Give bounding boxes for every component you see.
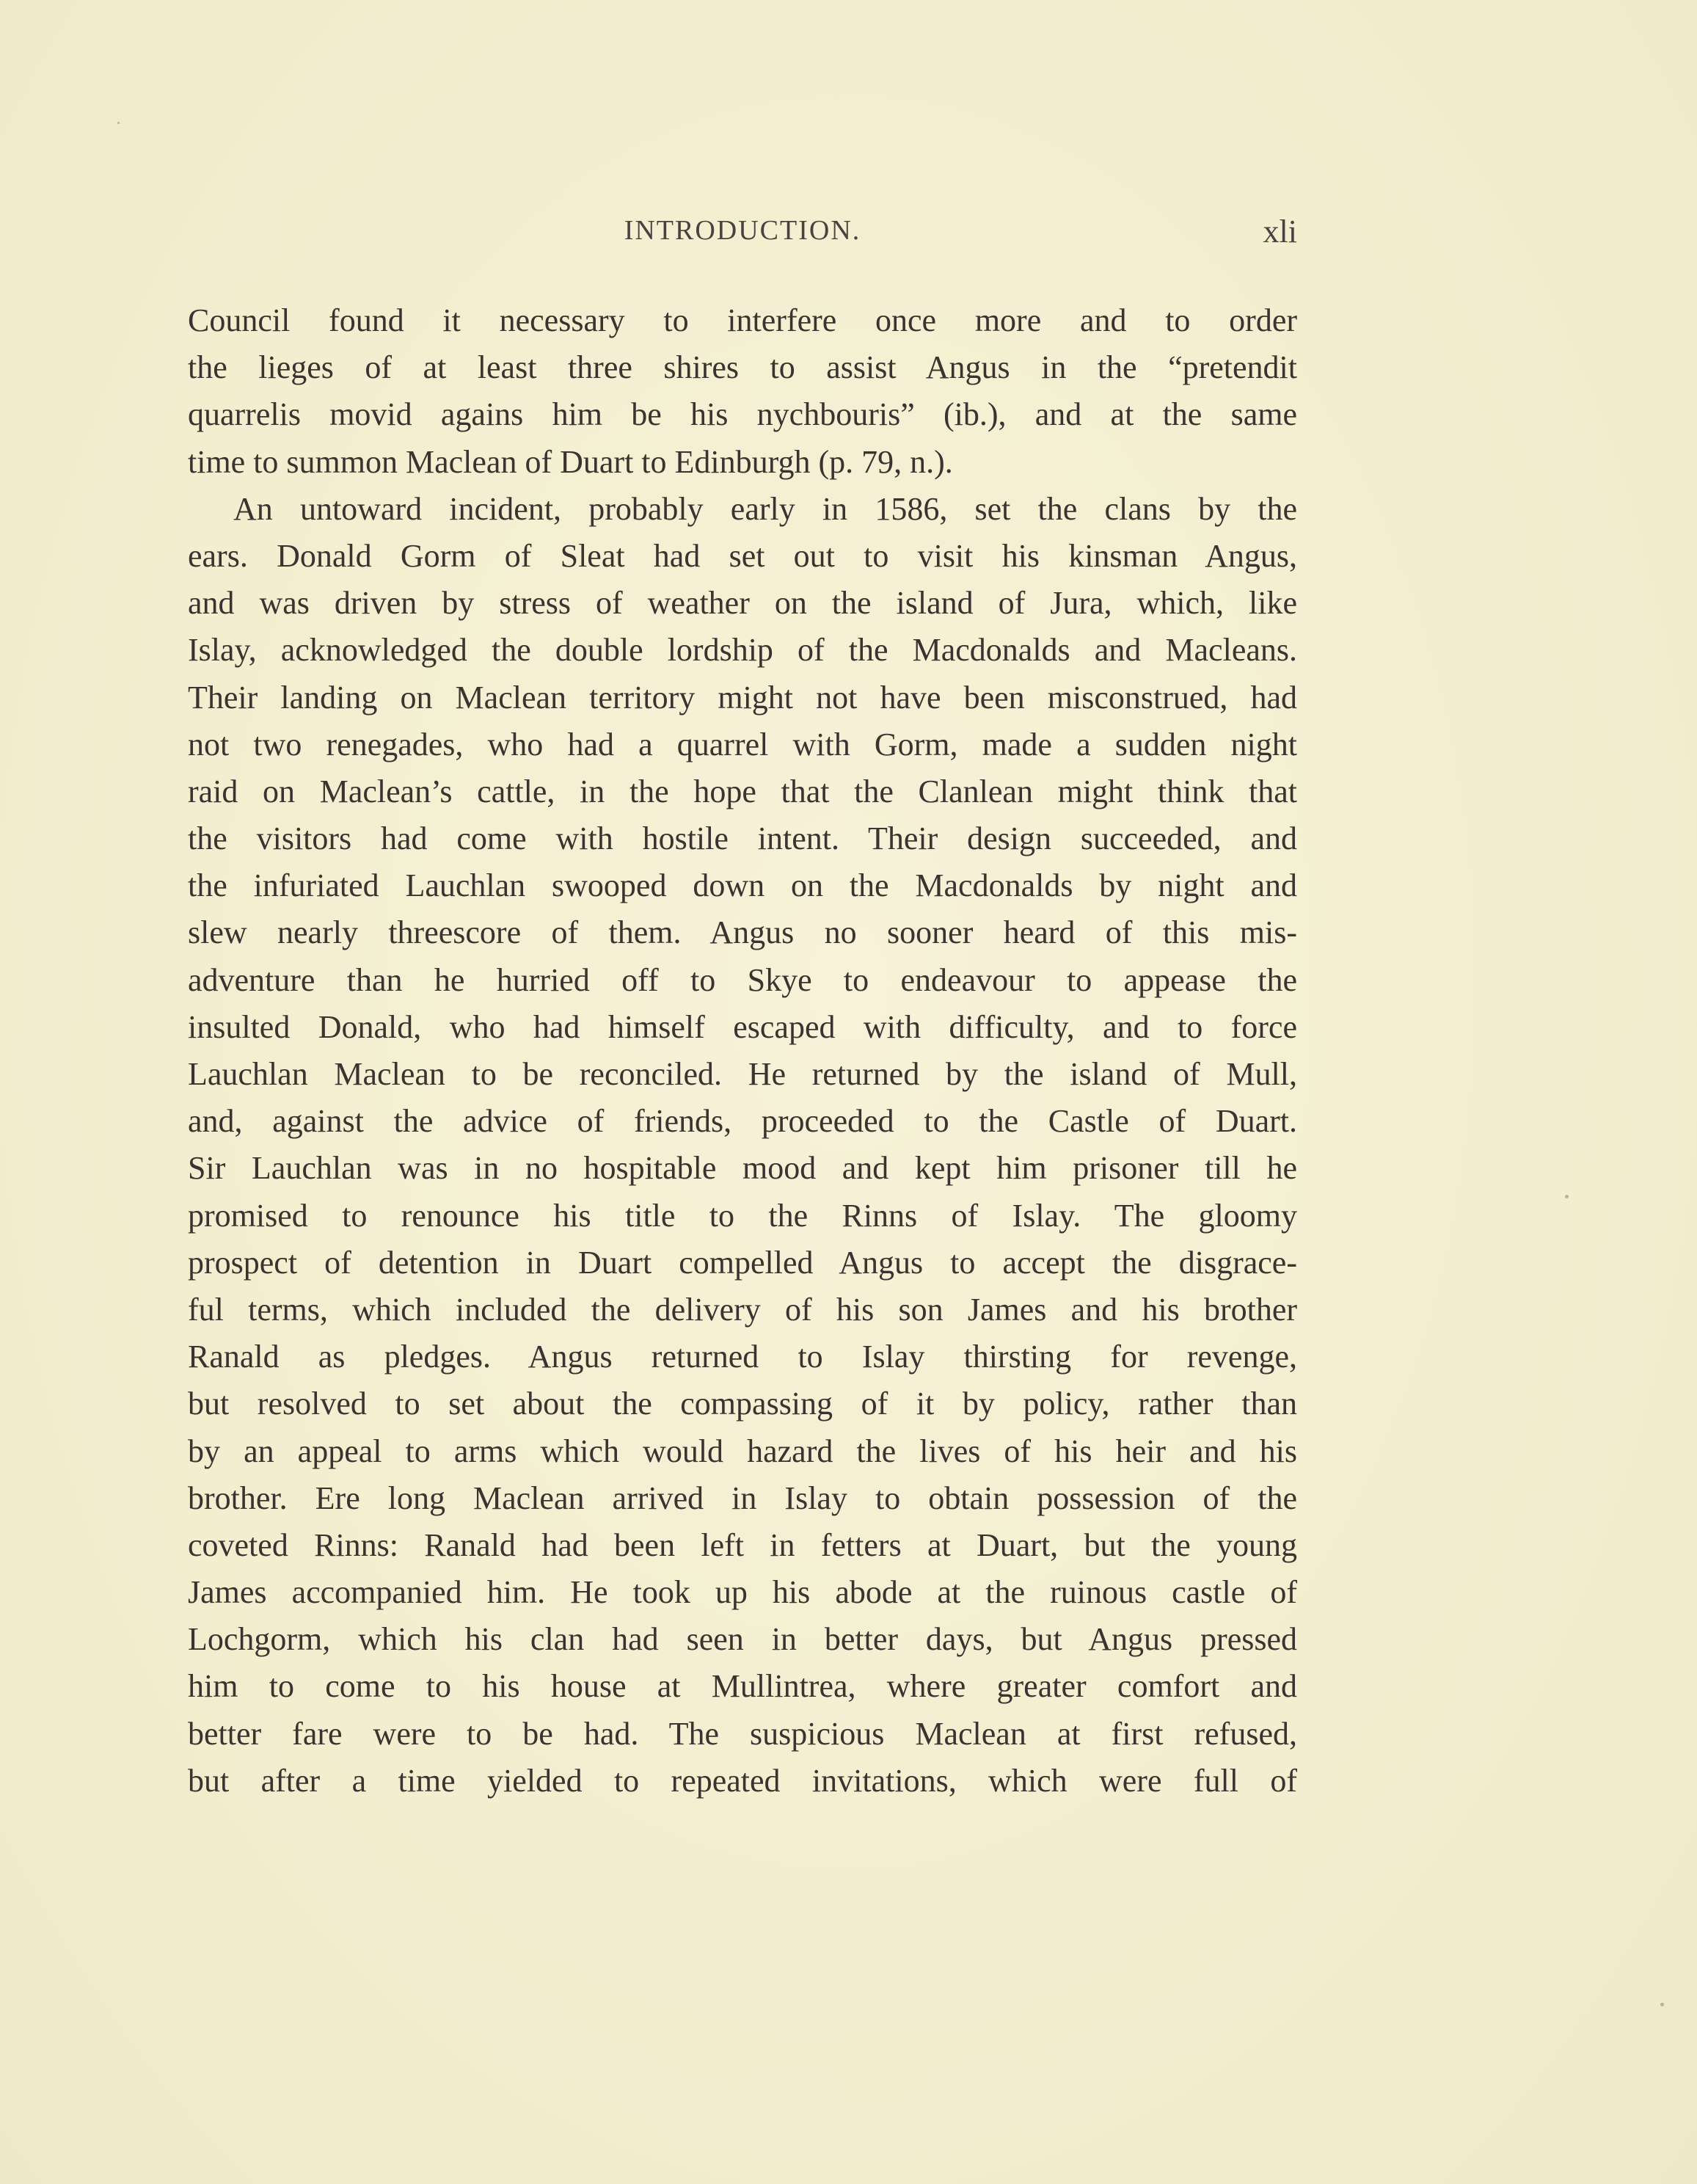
text-line: but after a time yielded to repeated invitations, which were full of	[188, 1762, 1297, 1799]
running-header	[188, 214, 1297, 258]
text-line: but resolved to set about the compassing of it by policy, rather than	[188, 1386, 1297, 1422]
text-line: quarrelis movid agains him be his nychbouris” (ib.), and at the same	[188, 396, 1297, 433]
paper-speck	[1565, 1195, 1569, 1198]
text-line: ears. Donald Gorm of Sleat had set out to visit his kinsman Angus,	[188, 537, 1297, 574]
text-line: Lochgorm, which his clan had seen in better days, but Angus pressed	[188, 1621, 1297, 1658]
page-number: xli	[1263, 214, 1297, 250]
text-line: Ranald as pledges. Angus returned to Islay thirsting for revenge,	[188, 1339, 1297, 1375]
text-line: insulted Donald, who had himself escaped with difficulty, and to force	[188, 1008, 1297, 1045]
text-line: Council found it necessary to interfere once more and to order	[188, 302, 1297, 338]
text-line: Sir Lauchlan was in no hospitable mood and kept him prisoner till he	[188, 1150, 1297, 1187]
body-text	[188, 297, 1297, 1805]
text-line: and, against the advice of friends, proceeded to the Castle of Duart.	[188, 1103, 1297, 1140]
text-line: ful terms, which included the delivery of his son James and his brother	[188, 1291, 1297, 1328]
text-line: An untoward incident, probably early in 1586, set the clans by the	[233, 490, 1297, 527]
paper-speck	[1660, 2003, 1664, 2006]
text-line: better fare were to be had. The suspicious Maclean at first refused,	[188, 1715, 1297, 1752]
text-line: slew nearly threescore of them. Angus no sooner heard of this mis-	[188, 914, 1297, 951]
text-line: Their landing on Maclean territory might not have been misconstrued, had	[188, 679, 1297, 716]
text-line: by an appeal to arms which would hazard the lives of his heir and his	[188, 1433, 1297, 1469]
text-line: Islay, acknowledged the double lordship of the Macdonalds and Macleans.	[188, 632, 1297, 669]
text-line: not two renegades, who had a quarrel with Gorm, made a sudden night	[188, 726, 1297, 762]
text-line: coveted Rinns: Ranald had been left in fetters at Duart, but the young	[188, 1526, 1297, 1563]
text-line: and was driven by stress of weather on the island of Jura, which, like	[188, 585, 1297, 622]
text-line: the visitors had come with hostile intent. Their design succeeded, and	[188, 820, 1297, 857]
text-line: prospect of detention in Duart compelled Angus to accept the disgrace-	[188, 1244, 1297, 1281]
text-line: the lieges of at least three shires to assist Angus in the “pretendit	[188, 349, 1297, 386]
text-line: James accompanied him. He took up his abode at the ruinous castle of	[188, 1574, 1297, 1611]
text-line: him to come to his house at Mullintrea, where greater comfort and	[188, 1668, 1297, 1705]
text-line: the infuriated Lauchlan swooped down on the Macdonalds by night and	[188, 867, 1297, 904]
paper-speck	[117, 122, 120, 124]
text-line: Lauchlan Maclean to be reconciled. He returned by the island of Mull,	[188, 1056, 1297, 1092]
running-title: INTRODUCTION.	[624, 215, 861, 246]
text-line: raid on Maclean’s cattle, in the hope that the Clanlean might think that	[188, 773, 1297, 809]
text-line: time to summon Maclean of Duart to Edinburgh (p. 79, n.).	[188, 443, 953, 480]
text-line: brother. Ere long Maclean arrived in Islay to obtain possession of the	[188, 1479, 1297, 1516]
text-line: adventure than he hurried off to Skye to endeavour to appease the	[188, 961, 1297, 998]
text-line: promised to renounce his title to the Rinns of Islay. The gloomy	[188, 1197, 1297, 1234]
